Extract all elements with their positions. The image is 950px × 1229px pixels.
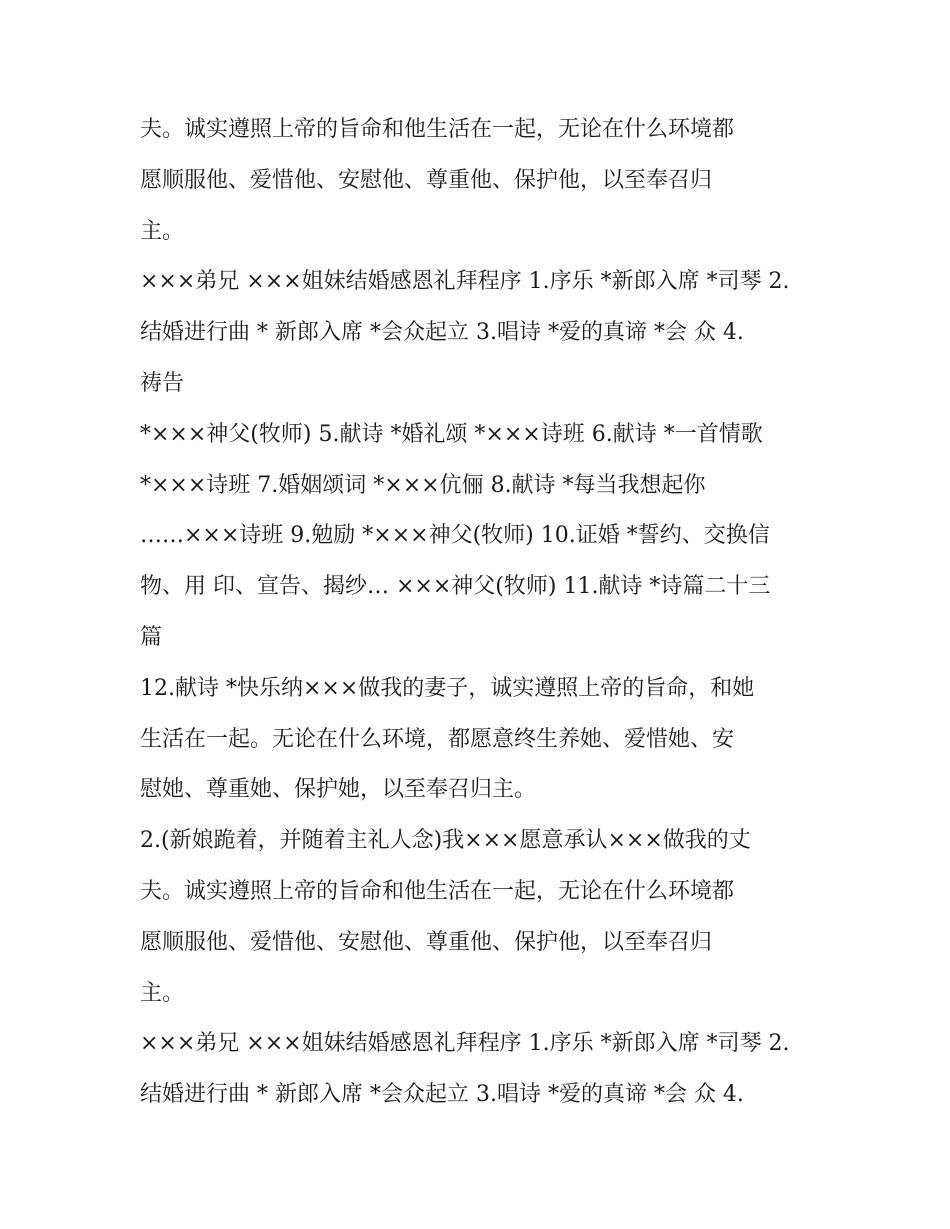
- text-line: 夫。诚实遵照上帝的旨命和他生活在一起，无论在什么环境都: [140, 117, 735, 142]
- text-line: 主。: [140, 218, 185, 244]
- text-line: 结婚进行曲 * 新郎入席 *会众起立 3.唱诗 *爱的真谛 *会 众 4.: [140, 320, 744, 346]
- text-line: 祷告: [140, 370, 185, 396]
- text-line: 生活在一起。无论在什么环境，都愿意终生养她、爱惜她、安: [140, 726, 735, 752]
- text-line: *×××神父(牧师) 5.献诗 *婚礼颂 *×××诗班 6.献诗 *一首情歌: [140, 421, 763, 447]
- text-line: 愿顺服他、爱惜他、安慰他、尊重他、保护他，以至奉召归: [140, 167, 713, 193]
- text-line: 愿顺服他、爱惜他、安慰他、尊重他、保护他，以至奉召归: [140, 929, 713, 955]
- text-line: 夫。诚实遵照上帝的旨命和他生活在一起，无论在什么环境都: [140, 878, 735, 904]
- text-line: 慰她、尊重她、保护她，以至奉召归主。: [140, 777, 537, 803]
- text-line: 结婚进行曲 * 新郎入席 *会众起立 3.唱诗 *爱的真谛 *会 众 4.: [140, 1082, 744, 1108]
- text-line: ×××弟兄 ×××姐妹结婚感恩礼拜程序 1.序乐 *新郎入席 *司琴 2.: [140, 1031, 790, 1057]
- text-line: 篇: [140, 624, 163, 650]
- body-text: [140, 105, 820, 1121]
- text-line: 主。: [140, 980, 185, 1006]
- text-line: ×××弟兄 ×××姐妹结婚感恩礼拜程序 1.序乐 *新郎入席 *司琴 2.: [140, 269, 790, 295]
- text-line: 物、用 印、宣告、揭纱… ×××神父(牧师) 11.献诗 *诗篇二十三: [140, 574, 771, 600]
- text-line: 2.(新娘跪着，并随着主礼人念)我×××愿意承认×××做我的丈: [140, 828, 751, 854]
- text-line: ……×××诗班 9.勉励 *×××神父(牧师) 10.证婚 *誓约、交换信: [140, 523, 770, 549]
- text-line: 12.献诗 *快乐纳×××做我的妻子，诚实遵照上帝的旨命，和她: [140, 675, 755, 701]
- text-line: *×××诗班 7.婚姻颂词 *×××伉俪 8.献诗 *每当我想起你: [140, 472, 706, 498]
